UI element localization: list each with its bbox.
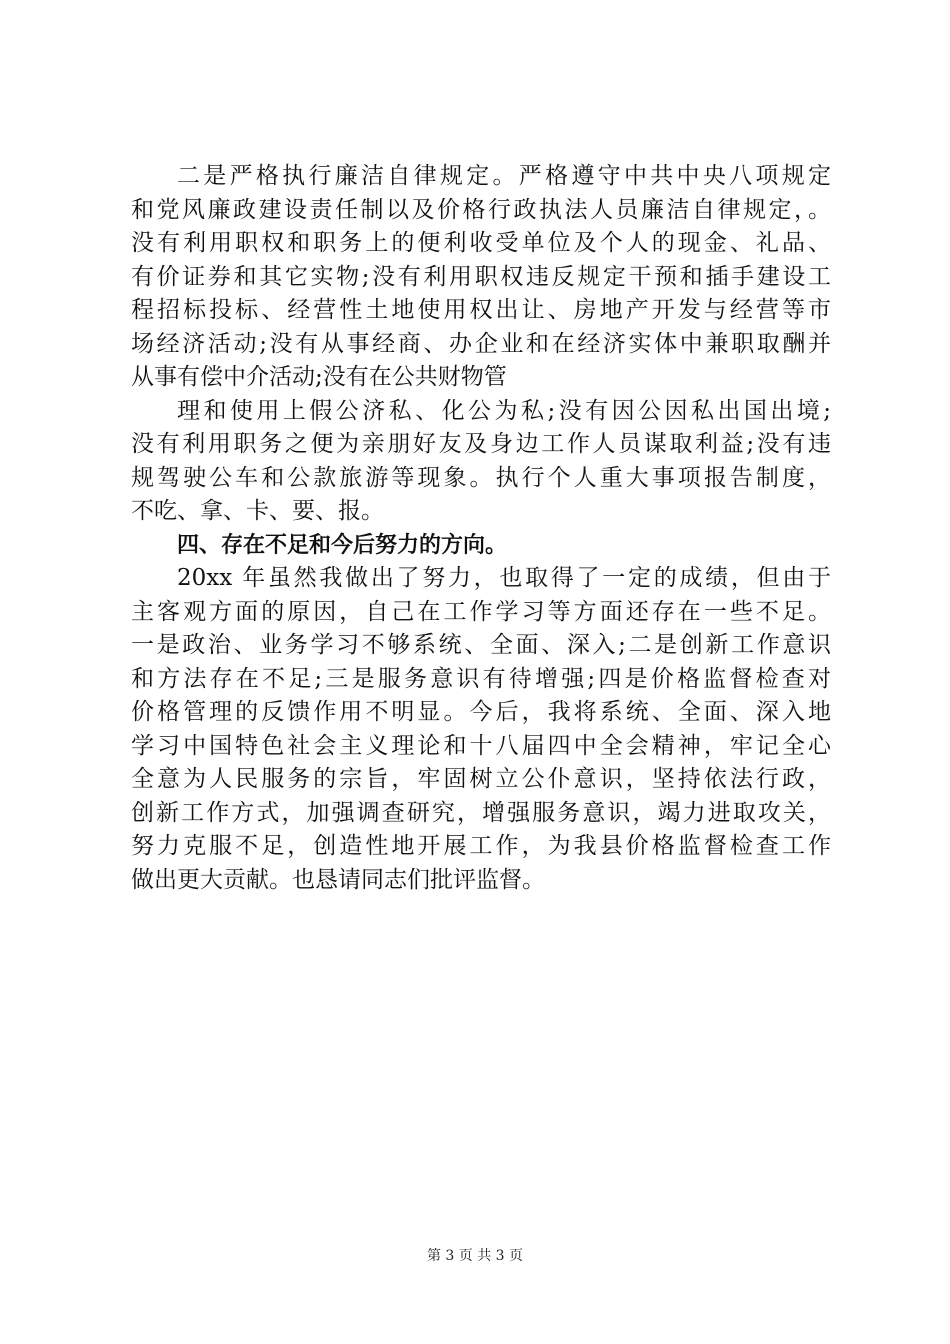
text-line: 全意为人民服务的宗旨，牢固树立公仆意识，坚持依法行政， (131, 766, 831, 792)
text-line: 程招标投标、经营性土地使用权出让、房地产开发与经营等市 (131, 297, 831, 323)
section-heading: 四、存在不足和今后努力的方向。 (177, 532, 508, 558)
text-line: 创新工作方式，加强调查研究，增强服务意识，竭力进取攻关， (131, 799, 831, 826)
text-line: 不吃、拿、卡、要、报。 (131, 498, 384, 524)
text-line: 没有利用职权和职务上的便利收受单位及个人的现金、礼品、 (131, 230, 831, 256)
text-line: 做出更大贡献。也恳请同志们批评监督。 (131, 866, 545, 893)
page-footer: 第 3 页 共 3 页 (426, 1248, 524, 1264)
document-body (131, 160, 831, 897)
text-line: 一是政治、业务学习不够系统、全面、深入;二是创新工作意识 (131, 632, 831, 658)
text-line: 价格管理的反馈作用不明显。今后，我将系统、全面、深入地 (131, 699, 831, 725)
text-line: 从事有偿中介活动;没有在公共财物管 (131, 364, 507, 390)
text-line: 有价证券和其它实物;没有利用职权违反规定干预和插手建设工 (131, 263, 831, 290)
text-line: 20xx 年虽然我做出了努力，也取得了一定的成绩，但由于 (177, 565, 831, 591)
text-line: 没有利用职务之便为亲朋好友及身边工作人员谋取利益;没有违 (131, 431, 831, 457)
text-line: 和党风廉政建设责任制以及价格行政执法人员廉洁自律规定，。 (131, 196, 831, 223)
text-line: 场经济活动;没有从事经商、办企业和在经济实体中兼职取酬并 (131, 330, 831, 357)
text-line: 主客观方面的原因，自己在工作学习等方面还存在一些不足。 (131, 598, 831, 625)
text-line: 学习中国特色社会主义理论和十八届四中全会精神，牢记全心 (131, 732, 831, 759)
text-line: 努力克服不足，创造性地开展工作，为我县价格监督检查工作 (131, 833, 831, 859)
text-line: 和方法存在不足;三是服务意识有待增强;四是价格监督检查对 (131, 665, 831, 692)
text-line: 理和使用上假公济私、化公为私;没有因公因私出国出境; (177, 397, 831, 424)
text-line: 规驾驶公车和公款旅游等现象。执行个人重大事项报告制度， (131, 464, 831, 491)
text-line: 二是严格执行廉洁自律规定。严格遵守中共中央八项规定 (177, 163, 831, 189)
